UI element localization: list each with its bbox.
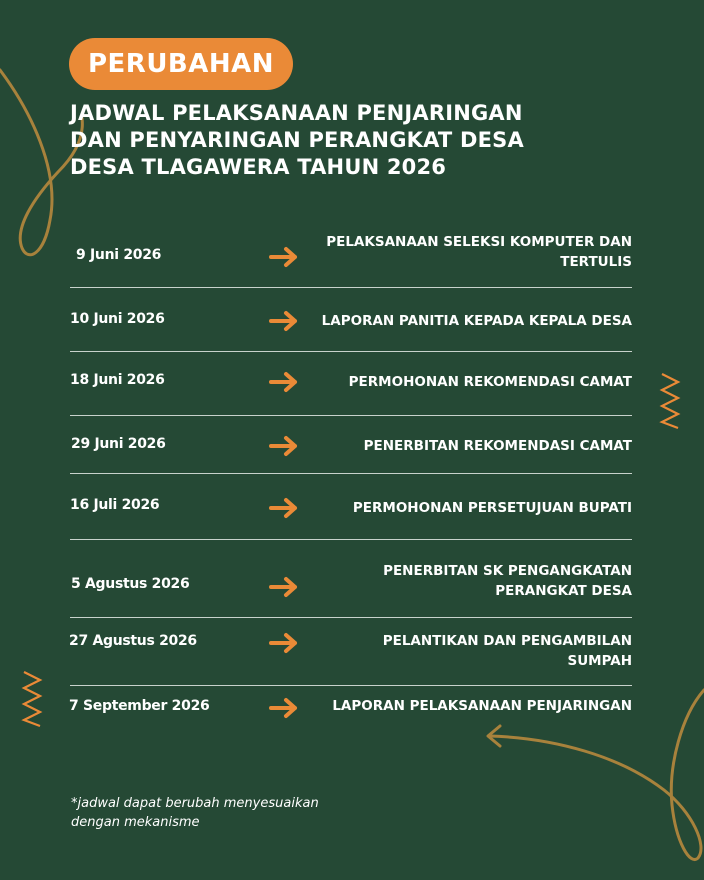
schedule-activity-line: PERANGKAT DESA <box>495 583 632 599</box>
schedule-date: 16 Juli 2026 <box>70 497 160 513</box>
arrow-right-icon <box>268 371 300 393</box>
schedule-activity <box>302 232 632 272</box>
schedule-activity-line: LAPORAN PELAKSANAAN PENJARINGAN <box>332 698 632 714</box>
decorative-zigzag-left <box>24 672 40 726</box>
schedule-activity <box>302 436 632 456</box>
row-divider <box>70 351 632 352</box>
schedule-activity-line: LAPORAN PANITIA KEPADA KEPALA DESA <box>321 313 632 329</box>
schedule-date: 29 Juni 2026 <box>71 436 166 452</box>
decorative-zigzag-right <box>662 374 678 428</box>
row-divider <box>70 415 632 416</box>
arrow-right-icon <box>268 497 300 519</box>
schedule-date: 9 Juni 2026 <box>76 247 162 263</box>
footnote-line: *jadwal dapat berubah menyesuaikan <box>71 796 319 811</box>
page-title-line: JADWAL PELAKSANAAN PENJARINGAN <box>70 101 523 125</box>
schedule-activity <box>302 696 632 716</box>
schedule-date: 27 Agustus 2026 <box>69 633 197 649</box>
schedule-activity <box>302 561 632 601</box>
page-title-line: DAN PENYARINGAN PERANGKAT DESA <box>70 128 524 152</box>
schedule-date: 5 Agustus 2026 <box>71 576 190 592</box>
arrow-right-icon <box>268 632 300 654</box>
change-badge: PERUBAHAN <box>69 38 293 90</box>
page-title <box>70 100 630 181</box>
row-divider <box>70 685 632 686</box>
schedule-activity <box>302 498 632 518</box>
footnote-line: dengan mekanisme <box>71 815 200 830</box>
schedule-activity <box>302 631 632 671</box>
arrow-right-icon <box>268 246 300 268</box>
row-divider <box>70 287 632 288</box>
arrow-right-icon <box>268 310 300 332</box>
arrow-right-icon <box>268 697 300 719</box>
row-divider <box>70 539 632 540</box>
row-divider <box>70 617 632 618</box>
schedule-activity-line: SUMPAH <box>567 653 632 669</box>
arrow-right-icon <box>268 576 300 598</box>
schedule-activity-line: PELANTIKAN DAN PENGAMBILAN <box>382 633 632 649</box>
schedule-activity <box>302 311 632 331</box>
schedule-activity-line: PERMOHONAN REKOMENDASI CAMAT <box>348 374 632 390</box>
schedule-activity-line: PERMOHONAN PERSETUJUAN BUPATI <box>352 500 632 516</box>
schedule-date: 10 Juni 2026 <box>70 311 165 327</box>
schedule-activity-line: PELAKSANAAN SELEKSI KOMPUTER DAN <box>326 234 632 250</box>
row-divider <box>70 473 632 474</box>
schedule-activity-line: TERTULIS <box>560 254 632 270</box>
schedule-activity-line: PENERBITAN SK PENGANGKATAN <box>383 563 632 579</box>
schedule-date: 18 Juni 2026 <box>70 372 165 388</box>
footnote <box>71 794 371 832</box>
page-title-line: DESA TLAGAWERA TAHUN 2026 <box>70 155 447 179</box>
schedule-date: 7 September 2026 <box>69 698 210 714</box>
schedule-activity <box>302 372 632 392</box>
schedule-activity-line: PENERBITAN REKOMENDASI CAMAT <box>363 438 632 454</box>
arrow-right-icon <box>268 435 300 457</box>
